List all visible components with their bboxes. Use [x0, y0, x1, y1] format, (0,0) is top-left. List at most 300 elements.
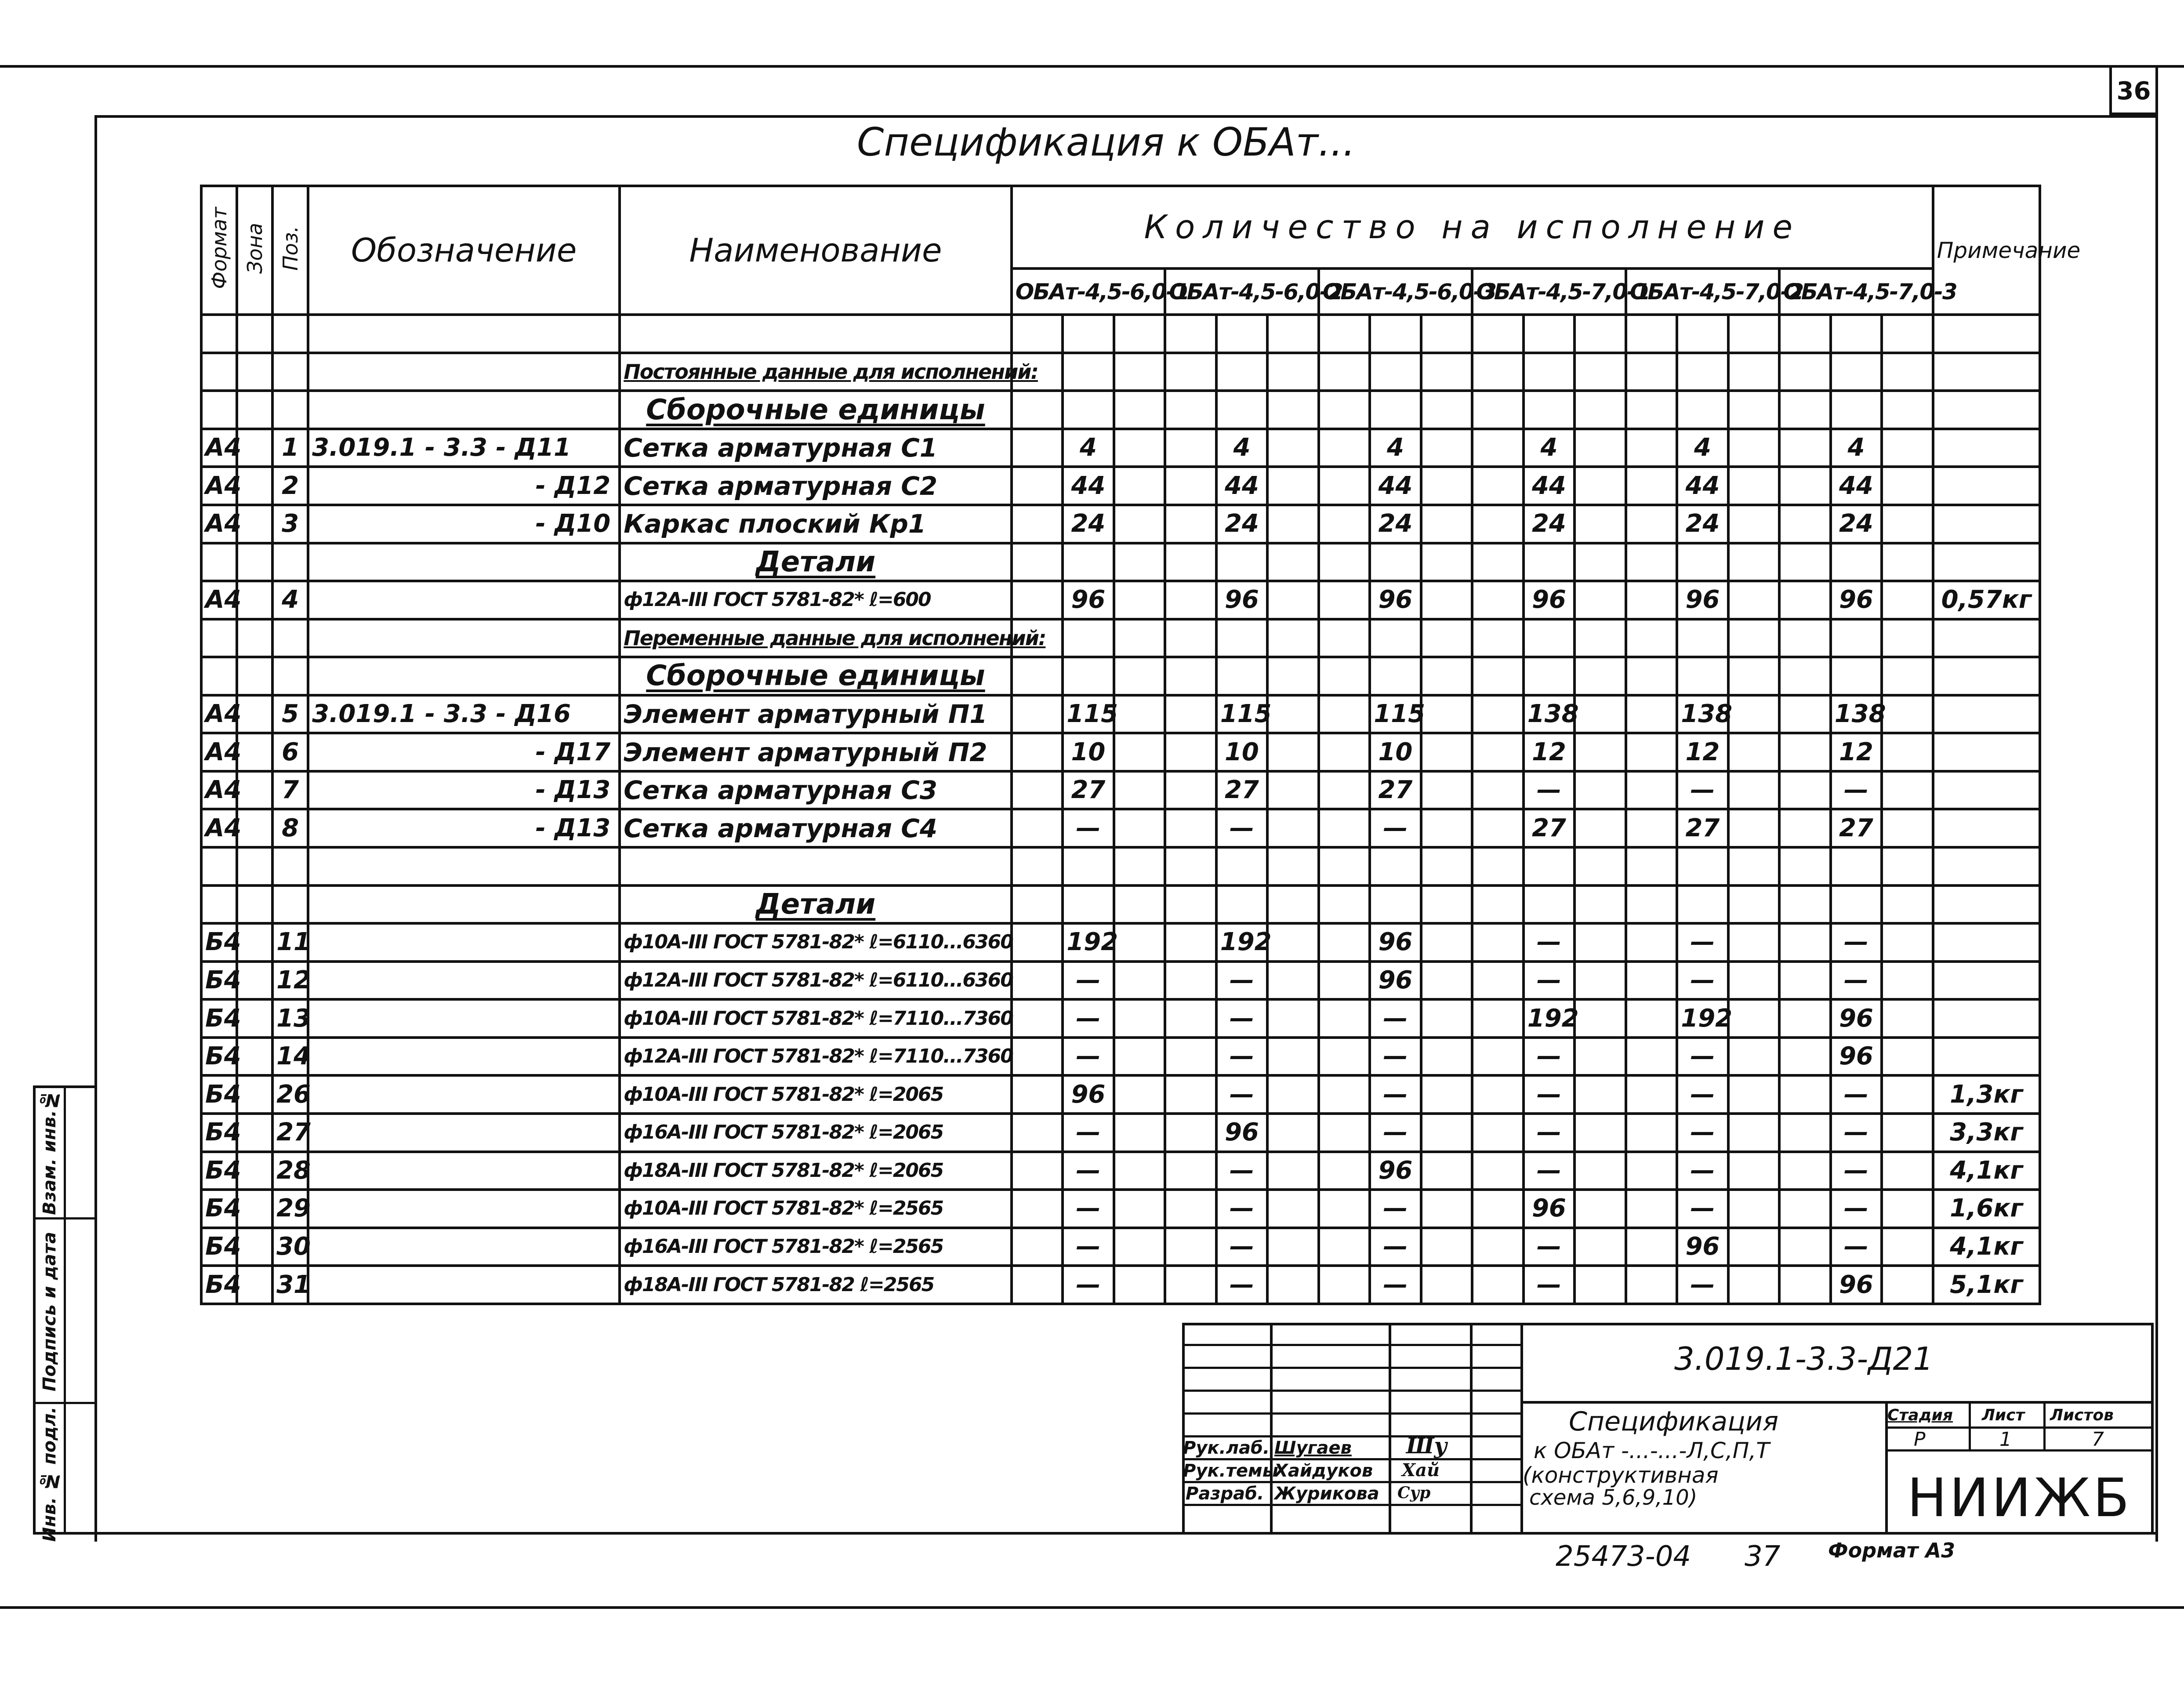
empty-cell	[272, 886, 308, 924]
cell-qty: 138	[1831, 695, 1882, 733]
cell-qty: 192	[1677, 999, 1728, 1038]
empty-cell	[1472, 353, 1524, 391]
page-title: Спецификация к ОБАт...	[857, 120, 1355, 165]
empty-cell	[1575, 315, 1626, 353]
qty-gap-cell	[1472, 1114, 1524, 1152]
empty-cell	[1267, 847, 1319, 886]
cell-qty: —	[1677, 1038, 1728, 1076]
qty-gap-cell	[1575, 467, 1626, 505]
cell-zone	[237, 771, 272, 809]
empty-cell	[1319, 619, 1370, 657]
qty-gap-cell	[1114, 505, 1165, 543]
empty-cell	[1728, 847, 1780, 886]
qty-gap-cell	[1319, 1228, 1370, 1266]
empty-cell	[1831, 886, 1882, 924]
qty-gap-cell	[1267, 1190, 1319, 1228]
empty-cell	[1933, 619, 2040, 657]
cell-qty: 4	[1063, 429, 1114, 467]
empty-cell	[272, 543, 308, 581]
cell-designation	[308, 581, 620, 619]
qty-gap-cell	[1882, 1114, 1933, 1152]
qty-gap-cell	[1779, 923, 1831, 962]
empty-cell	[1012, 543, 1063, 581]
role-1: Рук.лаб.	[1183, 1438, 1270, 1458]
sheets-label: Листов	[2050, 1406, 2114, 1424]
table-row	[201, 657, 2040, 695]
cell-name: Элемент арматурный П2	[620, 733, 1011, 771]
cell-name: ф10А-III ГОСТ 5781-82* ℓ=6110...6360	[620, 923, 1011, 962]
qty-gap-cell	[1882, 1075, 1933, 1114]
qty-gap-cell	[1575, 1266, 1626, 1304]
cell-designation	[308, 999, 620, 1038]
empty-cell	[1472, 619, 1524, 657]
cell-pos: 7	[272, 771, 308, 809]
empty-cell	[1882, 315, 1933, 353]
qty-gap-cell	[1267, 1114, 1319, 1152]
cell-pos: 6	[272, 733, 308, 771]
qty-gap-cell	[1267, 809, 1319, 847]
empty-cell	[1216, 657, 1268, 695]
cell-qty: 96	[1524, 1190, 1575, 1228]
qty-gap-cell	[1114, 1114, 1165, 1152]
cell-qty: 115	[1370, 695, 1421, 733]
empty-cell	[620, 847, 1011, 886]
qty-gap-cell	[1728, 733, 1780, 771]
cell-qty: —	[1370, 809, 1421, 847]
organization-name: НИИЖБ	[1907, 1468, 2132, 1529]
cell-qty: 4	[1831, 429, 1882, 467]
qty-gap-cell	[1319, 809, 1370, 847]
empty-cell	[237, 847, 272, 886]
empty-cell	[1779, 315, 1831, 353]
qty-gap-cell	[1165, 1114, 1216, 1152]
cell-qty: 10	[1063, 733, 1114, 771]
qty-gap-cell	[1319, 1075, 1370, 1114]
cell-note: 4,1кг	[1933, 1228, 2040, 1266]
cell-pos: 5	[272, 695, 308, 733]
empty-cell	[1728, 657, 1780, 695]
empty-cell	[308, 353, 620, 391]
page-number: 36	[2116, 77, 2151, 105]
table-row	[201, 1190, 2040, 1228]
table-row	[201, 695, 2040, 733]
empty-cell	[1831, 315, 1882, 353]
empty-cell	[1063, 391, 1114, 429]
empty-cell	[1524, 657, 1575, 695]
cell-qty: 12	[1524, 733, 1575, 771]
side-stamp-inv: Инв. № подл.	[40, 1407, 60, 1542]
qty-gap-cell	[1012, 1228, 1063, 1266]
table-row	[201, 1114, 2040, 1152]
qty-gap-cell	[1882, 1038, 1933, 1076]
qty-gap-cell	[1165, 1190, 1216, 1228]
qty-gap-cell	[1421, 505, 1473, 543]
empty-cell	[1114, 657, 1165, 695]
qty-gap-cell	[1626, 999, 1677, 1038]
empty-cell	[1063, 543, 1114, 581]
qty-gap-cell	[1114, 733, 1165, 771]
empty-cell	[1472, 391, 1524, 429]
empty-cell	[201, 619, 237, 657]
empty-cell	[1012, 315, 1063, 353]
qty-gap-cell	[1626, 771, 1677, 809]
cell-designation: - Д13	[308, 809, 620, 847]
table-row	[201, 847, 2040, 886]
cell-qty: 4	[1677, 429, 1728, 467]
cell-qty: 27	[1831, 809, 1882, 847]
qty-gap-cell	[1472, 1075, 1524, 1114]
qty-gap-cell	[1012, 771, 1063, 809]
empty-cell	[1421, 619, 1473, 657]
cell-name: ф16А-III ГОСТ 5781-82* ℓ=2065	[620, 1114, 1011, 1152]
header-variant: ОБАт-4,5-6,0-3	[1319, 269, 1473, 315]
table-row	[201, 999, 2040, 1038]
frame-top-line	[94, 115, 2158, 118]
signature-3: Сур	[1397, 1484, 1431, 1502]
empty-cell	[1421, 543, 1473, 581]
cell-qty: 96	[1370, 1152, 1421, 1190]
qty-gap-cell	[1472, 771, 1524, 809]
empty-cell	[1524, 315, 1575, 353]
table-row	[201, 1152, 2040, 1190]
cell-qty: —	[1063, 1228, 1114, 1266]
empty-cell	[1319, 886, 1370, 924]
qty-gap-cell	[1421, 695, 1473, 733]
table-row	[201, 505, 2040, 543]
doc-title-line-3: (конструктивная	[1523, 1463, 1719, 1488]
qty-gap-cell	[1165, 733, 1216, 771]
qty-gap-cell	[1421, 1075, 1473, 1114]
qty-gap-cell	[1882, 581, 1933, 619]
qty-gap-cell	[1114, 467, 1165, 505]
cell-qty: —	[1216, 1038, 1268, 1076]
cell-qty: —	[1677, 1266, 1728, 1304]
empty-cell	[1882, 657, 1933, 695]
qty-gap-cell	[1421, 771, 1473, 809]
empty-cell	[308, 315, 620, 353]
cell-format: А4	[201, 695, 237, 733]
header-pos	[272, 186, 308, 315]
empty-cell	[1165, 847, 1216, 886]
empty-cell	[1216, 619, 1268, 657]
empty-cell	[1216, 391, 1268, 429]
empty-cell	[1370, 657, 1421, 695]
doc-title-line-4: схема 5,6,9,10)	[1529, 1485, 1698, 1510]
qty-gap-cell	[1779, 1075, 1831, 1114]
qty-gap-cell	[1267, 1038, 1319, 1076]
qty-gap-cell	[1779, 1038, 1831, 1076]
header-format	[201, 186, 237, 315]
qty-gap-cell	[1882, 695, 1933, 733]
header-zone	[237, 186, 272, 315]
empty-cell	[237, 391, 272, 429]
empty-cell	[1114, 886, 1165, 924]
cell-designation: 3.019.1 - 3.3 - Д16	[308, 695, 620, 733]
empty-cell	[1933, 543, 2040, 581]
empty-cell	[1370, 315, 1421, 353]
empty-cell	[1575, 391, 1626, 429]
empty-cell	[1933, 353, 2040, 391]
cell-qty: 27	[1216, 771, 1268, 809]
cell-qty: 96	[1831, 999, 1882, 1038]
stage-value: Р	[1914, 1428, 1926, 1451]
cell-qty: 27	[1063, 771, 1114, 809]
qty-gap-cell	[1421, 1266, 1473, 1304]
qty-gap-cell	[1165, 581, 1216, 619]
cell-pos: 14	[272, 1038, 308, 1076]
qty-gap-cell	[1626, 429, 1677, 467]
qty-gap-cell	[1319, 1266, 1370, 1304]
qty-gap-cell	[1728, 1228, 1780, 1266]
header-variant: ОБАт-4,5-7,0-3	[1779, 269, 1933, 315]
qty-gap-cell	[1319, 923, 1370, 962]
empty-cell	[1882, 353, 1933, 391]
cell-pos: 26	[272, 1075, 308, 1114]
cell-name: ф10А-III ГОСТ 5781-82* ℓ=2065	[620, 1075, 1011, 1114]
cell-format: А4	[201, 809, 237, 847]
qty-gap-cell	[1012, 467, 1063, 505]
page-number-box	[2109, 66, 2155, 115]
cell-zone	[237, 1038, 272, 1076]
cell-qty: 4	[1370, 429, 1421, 467]
empty-cell	[1063, 619, 1114, 657]
qty-gap-cell	[1114, 809, 1165, 847]
empty-cell	[1165, 543, 1216, 581]
qty-gap-cell	[1779, 429, 1831, 467]
cell-name: ф16А-III ГОСТ 5781-82* ℓ=2565	[620, 1228, 1011, 1266]
cell-qty: 44	[1831, 467, 1882, 505]
qty-gap-cell	[1779, 771, 1831, 809]
cell-format: А4	[201, 733, 237, 771]
empty-cell	[272, 391, 308, 429]
empty-cell	[1165, 619, 1216, 657]
cell-designation	[308, 1190, 620, 1228]
empty-cell	[1165, 886, 1216, 924]
qty-gap-cell	[1779, 1266, 1831, 1304]
cell-zone	[237, 467, 272, 505]
cell-qty: —	[1063, 1266, 1114, 1304]
empty-cell	[1012, 886, 1063, 924]
cell-designation	[308, 1152, 620, 1190]
qty-gap-cell	[1626, 695, 1677, 733]
empty-cell	[1421, 315, 1473, 353]
qty-gap-cell	[1114, 1266, 1165, 1304]
qty-gap-cell	[1267, 1075, 1319, 1114]
footer-format: Формат А3	[1828, 1539, 1955, 1562]
table-row	[201, 467, 2040, 505]
empty-cell	[272, 847, 308, 886]
empty-cell	[1779, 847, 1831, 886]
qty-gap-cell	[1472, 1228, 1524, 1266]
qty-gap-cell	[1779, 505, 1831, 543]
qty-gap-cell	[1779, 1190, 1831, 1228]
cell-qty: 12	[1831, 733, 1882, 771]
qty-gap-cell	[1575, 733, 1626, 771]
empty-cell	[1472, 315, 1524, 353]
qty-gap-cell	[1575, 923, 1626, 962]
qty-gap-cell	[1319, 581, 1370, 619]
qty-gap-cell	[1012, 733, 1063, 771]
qty-gap-cell	[1267, 771, 1319, 809]
qty-gap-cell	[1421, 1152, 1473, 1190]
cell-format: А4	[201, 581, 237, 619]
qty-gap-cell	[1728, 962, 1780, 1000]
cell-qty: —	[1524, 1114, 1575, 1152]
cell-zone	[237, 1190, 272, 1228]
cell-name: ф12А-III ГОСТ 5781-82* ℓ=600	[620, 581, 1011, 619]
cell-qty: 10	[1216, 733, 1268, 771]
cell-qty: 27	[1370, 771, 1421, 809]
cell-qty: 44	[1677, 467, 1728, 505]
cell-qty: 96	[1831, 1266, 1882, 1304]
empty-cell	[1933, 391, 2040, 429]
empty-cell	[1831, 391, 1882, 429]
cell-qty: —	[1370, 1190, 1421, 1228]
empty-cell	[620, 315, 1011, 353]
qty-gap-cell	[1728, 1114, 1780, 1152]
qty-gap-cell	[1472, 962, 1524, 1000]
header-variant: ОБАт-4,5-7,0-1	[1472, 269, 1626, 315]
cell-note	[1933, 923, 2040, 962]
qty-gap-cell	[1114, 923, 1165, 962]
qty-gap-cell	[1472, 695, 1524, 733]
empty-cell	[1728, 886, 1780, 924]
qty-gap-cell	[1882, 1152, 1933, 1190]
table-row	[201, 315, 2040, 353]
empty-cell	[1779, 886, 1831, 924]
cell-designation: - Д10	[308, 505, 620, 543]
qty-gap-cell	[1728, 581, 1780, 619]
empty-cell	[1933, 847, 2040, 886]
cell-qty: —	[1216, 1190, 1268, 1228]
cell-pos: 8	[272, 809, 308, 847]
table-row	[201, 1075, 2040, 1114]
empty-cell	[1575, 886, 1626, 924]
cell-qty: —	[1216, 999, 1268, 1038]
empty-cell	[237, 619, 272, 657]
cell-qty: —	[1370, 1075, 1421, 1114]
qty-gap-cell	[1012, 1266, 1063, 1304]
qty-gap-cell	[1267, 999, 1319, 1038]
empty-cell	[1012, 391, 1063, 429]
table-row	[201, 1038, 2040, 1076]
cell-pos: 28	[272, 1152, 308, 1190]
cell-qty: 96	[1677, 581, 1728, 619]
qty-gap-cell	[1319, 505, 1370, 543]
qty-gap-cell	[1882, 429, 1933, 467]
cell-qty: —	[1370, 1038, 1421, 1076]
empty-cell	[1575, 657, 1626, 695]
cell-qty: —	[1370, 1228, 1421, 1266]
qty-gap-cell	[1165, 923, 1216, 962]
cell-qty: 96	[1216, 1114, 1268, 1152]
qty-gap-cell	[1421, 429, 1473, 467]
cell-qty: —	[1831, 1075, 1882, 1114]
qty-gap-cell	[1165, 429, 1216, 467]
empty-cell	[1421, 847, 1473, 886]
empty-cell	[1677, 391, 1728, 429]
cell-qty: —	[1524, 1038, 1575, 1076]
empty-cell	[1728, 619, 1780, 657]
sheet-value: 1	[1999, 1428, 2012, 1451]
qty-gap-cell	[1779, 581, 1831, 619]
table-row	[201, 543, 2040, 581]
cell-qty: —	[1524, 1228, 1575, 1266]
cell-name: ф12А-III ГОСТ 5781-82* ℓ=6110...6360	[620, 962, 1011, 1000]
qty-gap-cell	[1267, 962, 1319, 1000]
cell-note	[1933, 809, 2040, 847]
table-row	[201, 619, 2040, 657]
header-pos-label: Поз.	[278, 225, 302, 271]
qty-gap-cell	[1472, 809, 1524, 847]
doc-title-line-2: к ОБАт -...-...-Л,С,П,Т	[1534, 1438, 1770, 1463]
cell-qty: —	[1063, 1152, 1114, 1190]
empty-cell	[308, 619, 620, 657]
qty-gap-cell	[1319, 999, 1370, 1038]
cell-qty: 192	[1216, 923, 1268, 962]
empty-cell	[1626, 315, 1677, 353]
qty-gap-cell	[1472, 581, 1524, 619]
cell-format: Б4	[201, 1038, 237, 1076]
side-stamp	[33, 1085, 94, 1542]
empty-cell	[1114, 315, 1165, 353]
empty-cell	[1933, 315, 2040, 353]
empty-cell	[1575, 543, 1626, 581]
qty-gap-cell	[1575, 1190, 1626, 1228]
sheet-label: Лист	[1982, 1406, 2025, 1424]
qty-gap-cell	[1882, 999, 1933, 1038]
qty-gap-cell	[1882, 467, 1933, 505]
table-row	[201, 429, 2040, 467]
empty-cell	[237, 886, 272, 924]
empty-cell	[1114, 353, 1165, 391]
cell-designation	[308, 962, 620, 1000]
cell-note	[1933, 771, 2040, 809]
cell-qty: —	[1370, 1114, 1421, 1152]
empty-cell	[1779, 543, 1831, 581]
cell-qty: 24	[1524, 505, 1575, 543]
cell-qty: —	[1216, 1075, 1268, 1114]
qty-gap-cell	[1114, 999, 1165, 1038]
cell-qty: —	[1831, 1190, 1882, 1228]
qty-gap-cell	[1114, 962, 1165, 1000]
empty-cell	[1421, 886, 1473, 924]
qty-gap-cell	[1012, 1075, 1063, 1114]
qty-gap-cell	[1165, 962, 1216, 1000]
qty-gap-cell	[1882, 771, 1933, 809]
empty-cell	[308, 657, 620, 695]
empty-cell	[1472, 657, 1524, 695]
stage-label: Стадия	[1887, 1406, 1953, 1424]
cell-zone	[237, 1228, 272, 1266]
qty-gap-cell	[1472, 733, 1524, 771]
cell-designation: - Д17	[308, 733, 620, 771]
qty-gap-cell	[1779, 1152, 1831, 1190]
qty-gap-cell	[1319, 771, 1370, 809]
section-title: Сборочные единицы	[620, 391, 1011, 429]
qty-gap-cell	[1882, 1228, 1933, 1266]
qty-gap-cell	[1728, 1038, 1780, 1076]
empty-cell	[1882, 543, 1933, 581]
empty-cell	[237, 657, 272, 695]
cell-pos: 3	[272, 505, 308, 543]
cell-qty: 138	[1677, 695, 1728, 733]
cell-qty: 96	[1063, 1075, 1114, 1114]
qty-gap-cell	[1421, 1114, 1473, 1152]
cell-format: Б4	[201, 1228, 237, 1266]
qty-gap-cell	[1575, 809, 1626, 847]
qty-gap-cell	[1421, 809, 1473, 847]
